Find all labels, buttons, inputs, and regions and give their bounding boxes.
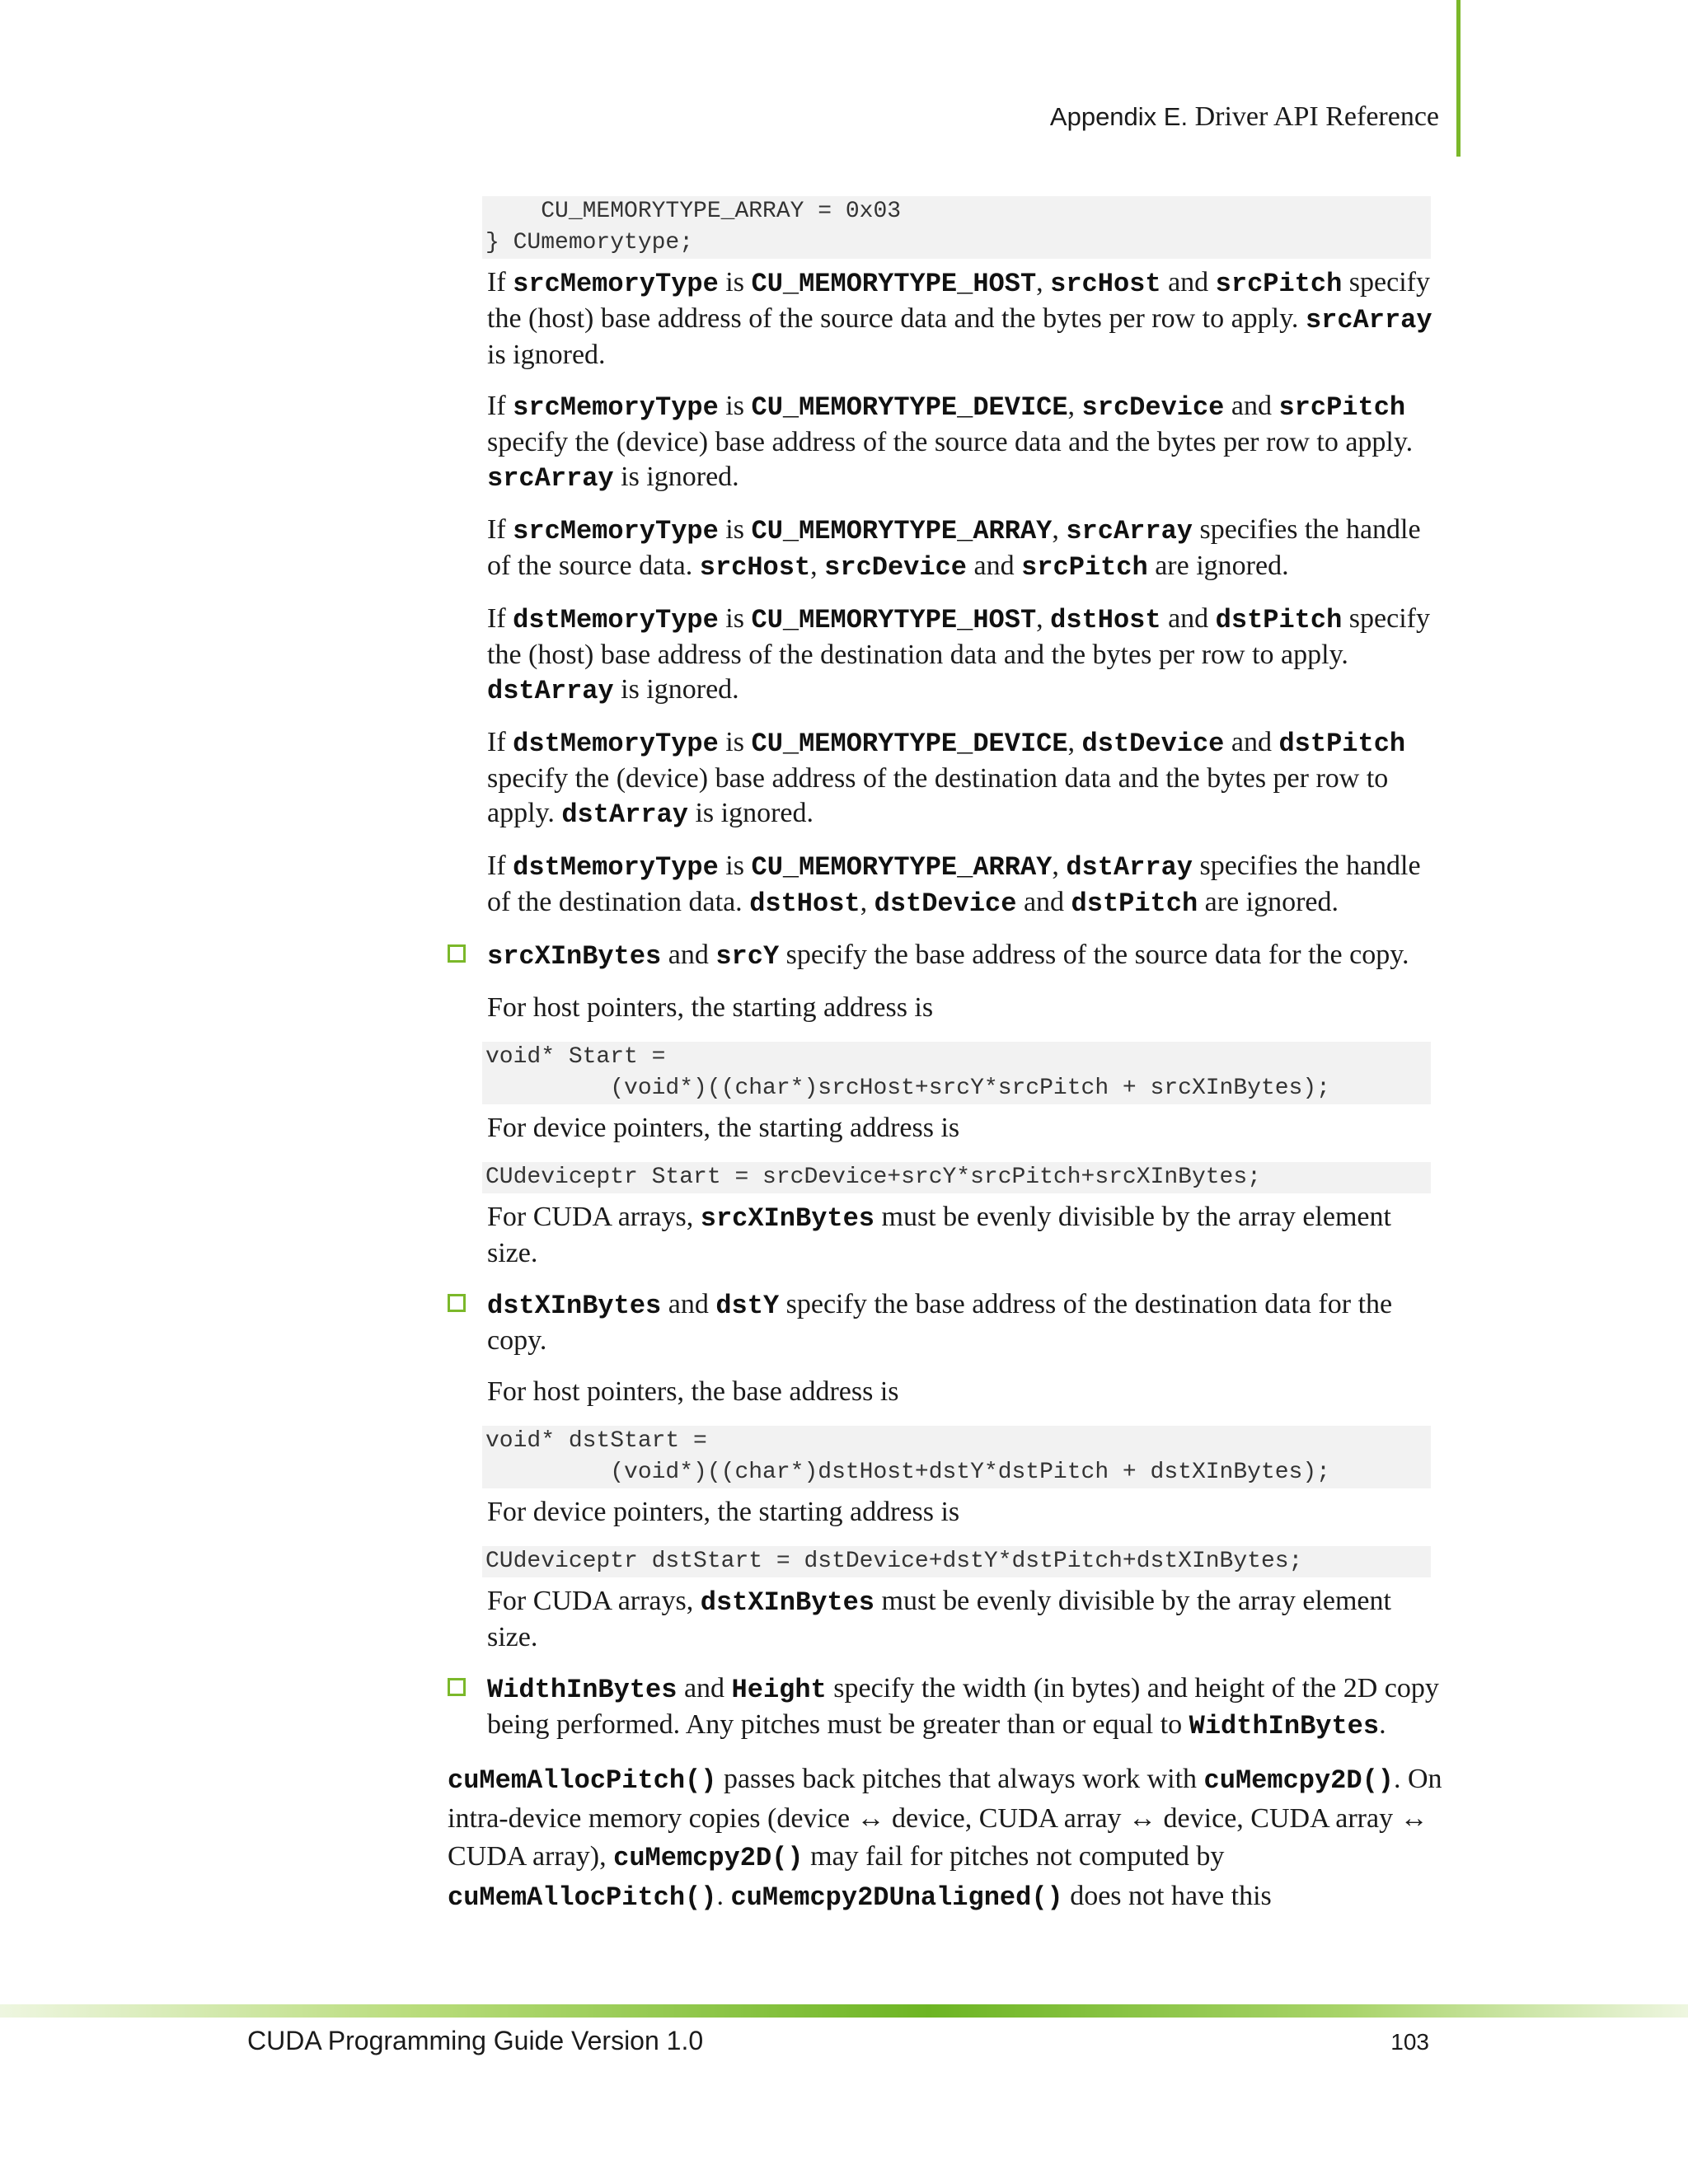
code-line: void* dstStart = xyxy=(485,1428,707,1454)
header-accent-bar xyxy=(1456,0,1461,157)
code-block-dst-host xyxy=(482,1426,1431,1488)
bullet-text: dstXInBytes and dstY specify the base address of the destination data for the copy. xyxy=(487,1289,1393,1356)
host-pointer-text: For host pointers, the base address is xyxy=(487,1376,899,1407)
footer-accent-band xyxy=(0,2004,1688,2018)
code-block-enum-end xyxy=(482,196,1431,259)
checkbox-bullet-icon xyxy=(448,1294,466,1312)
code-block-src-host xyxy=(482,1042,1431,1104)
para-dst-device: If dstMemoryType is CU_MEMORYTYPE_DEVICE, dstDevice and dstPitch specify the (device) base address of the destination data and the bytes per row to apply. dstArray is ignored. xyxy=(487,727,1406,830)
bullet-text: WidthInBytes and Height specify the width (in bytes) and height of the 2D copy being performed. Any pitches must be greater than or equal to WidthInBytes. xyxy=(487,1673,1439,1741)
page-number: 103 xyxy=(1390,2029,1429,2055)
code-line: void* Start = xyxy=(485,1044,666,1070)
code-line: CUdeviceptr dstStart = dstDevice+dstY*dstPitch+dstXInBytes; xyxy=(485,1549,1303,1574)
para-dst-array: If dstMemoryType is CU_MEMORYTYPE_ARRAY, dstArray specifies the handle of the destination data. dstHost, dstDevice and dstPitch are ignored. xyxy=(487,851,1421,919)
page-header xyxy=(1050,99,1439,135)
closing-paragraph: cuMemAllocPitch() passes back pitches that always work with cuMemcpy2D(). On intra-device memory copies (device ↔ device, CUDA array ↔ device, CUDA array ↔ CUDA array), cuMemcpy2D() may fail for pitches not computed by cuMemAllocPitch(). cuMemcpy2DUnaligned() does not have this xyxy=(448,1764,1442,1913)
device-pointer-text: For device pointers, the starting address is xyxy=(487,1497,960,1527)
para-dst-host: If dstMemoryType is CU_MEMORYTYPE_HOST, dstHost and dstPitch specify the (host) base address of the destination data and the bytes per row to apply. dstArray is ignored. xyxy=(487,603,1430,706)
page-content xyxy=(448,196,1445,1933)
code-block-src-device xyxy=(482,1162,1431,1193)
checkbox-bullet-icon xyxy=(448,944,466,963)
para-src-host: If srcMemoryType is CU_MEMORYTYPE_HOST, srcHost and srcPitch specify the (host) base address of the source data and the bytes per row to apply. srcArray is ignored. xyxy=(487,267,1432,370)
bullet-src-xy xyxy=(448,938,1445,1271)
device-pointer-text: For device pointers, the starting address is xyxy=(487,1113,960,1143)
bullet-width-height xyxy=(448,1671,1445,1744)
code-line: CU_MEMORYTYPE_ARRAY = 0x03 xyxy=(485,199,902,224)
header-prefix: Appendix E. xyxy=(1049,102,1189,131)
bullet-dst-xy xyxy=(448,1287,1445,1655)
cuda-arrays-text: For CUDA arrays, dstXInBytes must be evenly divisible by the array element size. xyxy=(487,1586,1391,1652)
code-block-dst-device xyxy=(482,1546,1431,1577)
host-pointer-text: For host pointers, the starting address is xyxy=(487,992,934,1023)
header-title: Driver API Reference xyxy=(1194,101,1439,132)
code-line: } CUmemorytype; xyxy=(485,230,694,255)
checkbox-bullet-icon xyxy=(448,1678,466,1696)
bullet-text: srcXInBytes and srcY specify the base address of the source data for the copy. xyxy=(487,940,1409,972)
code-line: CUdeviceptr Start = srcDevice+srcY*srcPitch+srcXInBytes; xyxy=(485,1165,1261,1190)
code-line: (void*)((char*)srcHost+srcY*srcPitch + srcXInBytes); xyxy=(485,1076,1330,1101)
para-src-device: If srcMemoryType is CU_MEMORYTYPE_DEVICE, srcDevice and srcPitch specify the (device) base address of the source data and the bytes per row to apply. srcArray is ignored. xyxy=(487,391,1414,494)
para-src-array: If srcMemoryType is CU_MEMORYTYPE_ARRAY, srcArray specifies the handle of the source data. srcHost, srcDevice and srcPitch are ignored. xyxy=(487,514,1421,583)
cuda-arrays-text: For CUDA arrays, srcXInBytes must be evenly divisible by the array element size. xyxy=(487,1202,1391,1268)
code-line: (void*)((char*)dstHost+dstY*dstPitch + dstXInBytes); xyxy=(485,1460,1330,1485)
footer-doc-title: CUDA Programming Guide Version 1.0 xyxy=(247,2026,704,2055)
